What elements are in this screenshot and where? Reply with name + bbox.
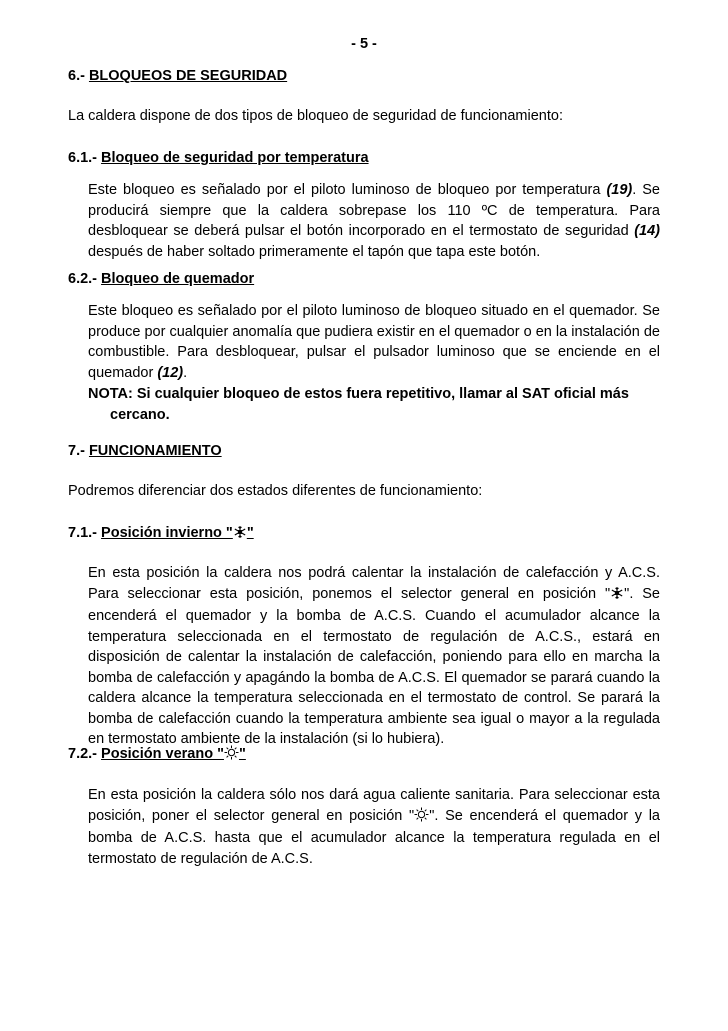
section-7-2-paragraph: En esta posición la caldera sólo nos dará agua caliente sanitaria. Para seleccionar esta posición, poner el selector general en posición " ". Se encenderá el quemador y la bomba de A.C.S. hasta que el acumulador alcance la temperatura regulada en el termostato de regulación de A.C.S. xyxy=(88,787,660,867)
section-6-1-title: Bloqueo de seguridad por temperatura xyxy=(101,150,369,166)
section-7-1-heading xyxy=(68,525,254,543)
reference-14: (14) xyxy=(634,223,660,239)
section-6-2-heading xyxy=(68,271,254,287)
snowflake-icon xyxy=(233,525,247,543)
section-7-2-heading xyxy=(68,745,246,764)
section-7-2-title: Posición verano " " xyxy=(101,746,246,762)
reference-19: (19) xyxy=(606,182,633,198)
section-7-intro: Podremos diferenciar dos estados diferentes de funcionamiento: xyxy=(68,483,483,499)
section-6-1-number: 6.1.- xyxy=(68,150,102,166)
section-6-intro: La caldera dispone de dos tipos de bloqueo de seguridad de funcionamiento: xyxy=(68,108,563,124)
section-7-heading xyxy=(68,443,222,459)
sun-icon xyxy=(224,745,239,764)
section-6-title: BLOQUEOS DE SEGURIDAD xyxy=(88,68,288,84)
section-6-2-number: 6.2.- xyxy=(68,271,102,287)
safety-note: NOTA: Si cualquier bloqueo de estos fuera repetitivo, llamar al SAT oficial más cercano. xyxy=(88,386,629,423)
sun-icon xyxy=(414,807,429,829)
reference-12: (12) xyxy=(157,364,184,381)
section-6-2-title: Bloqueo de quemador xyxy=(101,271,255,287)
snowflake-icon xyxy=(610,586,624,607)
section-6-1-heading xyxy=(68,150,369,166)
section-6-1-paragraph: Este bloqueo es señalado por el piloto luminoso de bloqueo por temperatura (19). Se producirá siempre que la caldera sobrepase los 110 ºC de temperatura. Para desbloquear se deberá pulsar el botón incorporado en el termostato de seguridad (14) después de haber soltado primeramente el tapón que tapa este botón. xyxy=(88,182,660,260)
page-number: - 5 - xyxy=(351,36,377,52)
section-6-heading xyxy=(68,68,287,84)
section-6-number: 6.- xyxy=(68,68,89,84)
section-7-title: FUNCIONAMIENTO xyxy=(88,443,222,459)
section-7-1-paragraph: En esta posición la caldera nos podrá calentar la instalación de calefacción y A.C.S. Para seleccionar esta posición, ponemos el selector general en posición " ". Se encenderá el quemador y la bomba de A.C.S. Cuando el acumulador alcance la temperatura seleccionada en el termostato de regulación de A.C.S., estará en disposición de calentar la instalación de calefacción, poniendo para ello en marcha la bomba de calefacción y apagándo la bomba de A.C.S. El quemador se parará cuando la caldera alcance la temperatura seleccionada en el termostato de control. Se parará la bomba de calefacción cuando la temperatura ambiente sea igual o mayor a la regulada en termostato ambiente de la instalación (si lo hubiera). xyxy=(88,565,660,747)
section-7-2-number: 7.2.- xyxy=(68,746,102,762)
section-7-1-number: 7.1.- xyxy=(68,525,102,541)
section-7-number: 7.- xyxy=(68,443,89,459)
section-6-2-paragraph: Este bloqueo es señalado por el piloto luminoso de bloqueo situado en el quemador. Se produce por cualquier anomalía que pudiera existir en el quemador o en la instalación de combustible. Para desbloquear, pulsar el pulsador luminoso que se enciende en el quemador (12). xyxy=(88,303,660,381)
section-7-1-title: Posición invierno " " xyxy=(101,525,254,541)
